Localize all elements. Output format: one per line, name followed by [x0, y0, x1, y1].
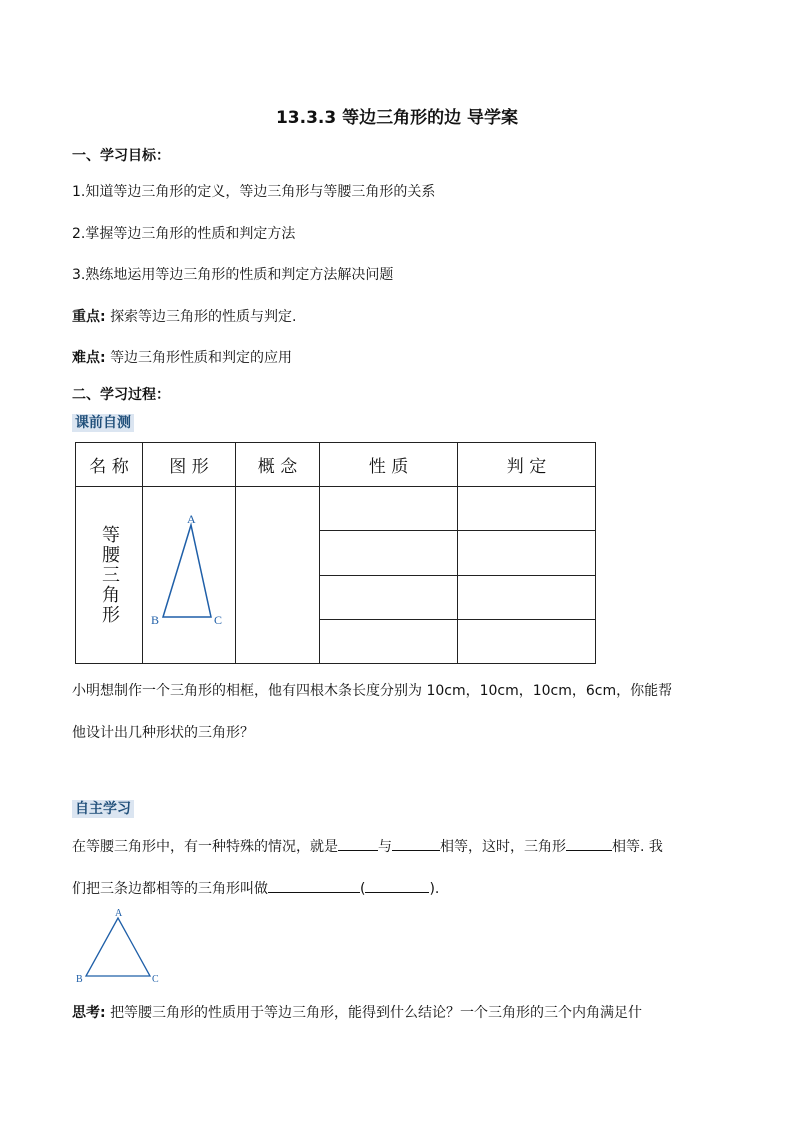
blank-3[interactable]	[566, 836, 612, 851]
goal-1: 1.知道等边三角形的定义，等边三角形与等腰三角形的关系	[72, 184, 436, 200]
question-line-2: 他设计出几种形状的三角形？	[72, 725, 254, 741]
difficulty-text: 等边三角形性质和判定的应用	[110, 350, 293, 366]
header-property: 性 质	[320, 443, 458, 487]
fill-text-f: (	[360, 881, 366, 897]
equilateral-triangle-figure	[72, 906, 162, 986]
question-line-1: 小明想制作一个三角形的相框，他有四根木条长度分别为 10cm，10cm，10cm，6cm，你能帮	[72, 683, 673, 699]
key-point-text: 探索等边三角形的性质与判定.	[110, 309, 297, 325]
tag-pretest-label: 课前自测	[72, 414, 134, 432]
difficulty-point	[72, 347, 292, 367]
vertex-label-c: C	[214, 613, 223, 627]
triangle-shape	[163, 525, 211, 617]
small-vertex-label-a: A	[115, 908, 123, 919]
cell-property-1[interactable]	[320, 487, 458, 531]
tag-self-study	[72, 798, 134, 818]
fill-text-a: 在等腰三角形中，有一种特殊的情况，就是	[72, 839, 338, 855]
tag-self-study-label: 自主学习	[72, 800, 134, 818]
tag-pretest	[72, 412, 134, 432]
think-line	[72, 1002, 642, 1022]
blank-5[interactable]	[365, 878, 429, 893]
key-point-label: 重点:	[72, 309, 106, 325]
goal-3: 3.熟练地运用等边三角形的性质和判定方法解决问题	[72, 267, 394, 283]
header-criterion: 判 定	[458, 443, 596, 487]
section2-heading: 二、学习过程：	[72, 387, 170, 403]
cell-figure	[143, 487, 236, 664]
cell-concept	[236, 487, 320, 664]
row-name-isosceles: 等腰三角形	[99, 525, 120, 625]
key-point	[72, 306, 297, 326]
isosceles-triangle-figure	[143, 513, 235, 633]
fill-in-line-1	[72, 836, 663, 856]
section1-heading: 一、学习目标：	[72, 148, 170, 164]
fill-text-c: 相等，这时，三角形	[440, 839, 566, 855]
small-vertex-label-c: C	[152, 974, 159, 985]
comparison-table	[75, 442, 596, 664]
small-triangle-shape	[86, 918, 150, 976]
vertex-label-b: B	[151, 613, 160, 627]
cell-property-2[interactable]	[320, 531, 458, 575]
header-figure: 图 形	[143, 443, 236, 487]
cell-criterion-3[interactable]	[458, 575, 596, 619]
think-label: 思考:	[72, 1005, 106, 1021]
fill-text-g: ).	[429, 881, 440, 897]
cell-criterion-4[interactable]	[458, 619, 596, 663]
table-row	[76, 487, 596, 531]
page-title: 13.3.3 等边三角形的边 导学案	[275, 108, 519, 128]
header-name: 名 称	[76, 443, 143, 487]
blank-4[interactable]	[268, 878, 360, 893]
cell-property-4[interactable]	[320, 619, 458, 663]
vertex-label-a: A	[187, 513, 196, 526]
table-header-row	[76, 443, 596, 487]
cell-row-name	[76, 487, 143, 664]
fill-text-d: 相等. 我	[612, 839, 663, 855]
blank-1[interactable]	[338, 836, 378, 851]
blank-2[interactable]	[392, 836, 440, 851]
cell-criterion-2[interactable]	[458, 531, 596, 575]
fill-text-e: 们把三条边都相等的三角形叫做	[72, 881, 268, 897]
small-vertex-label-b: B	[76, 974, 83, 985]
think-text: 把等腰三角形的性质用于等边三角形，能得到什么结论？一个三角形的三个内角满足什	[110, 1005, 643, 1021]
cell-criterion-1[interactable]	[458, 487, 596, 531]
fill-text-b: 与	[378, 839, 392, 855]
difficulty-label: 难点:	[72, 350, 106, 366]
goal-2: 2.掌握等边三角形的性质和判定方法	[72, 226, 296, 242]
header-concept: 概 念	[236, 443, 320, 487]
cell-property-3[interactable]	[320, 575, 458, 619]
fill-in-line-2	[72, 878, 439, 898]
